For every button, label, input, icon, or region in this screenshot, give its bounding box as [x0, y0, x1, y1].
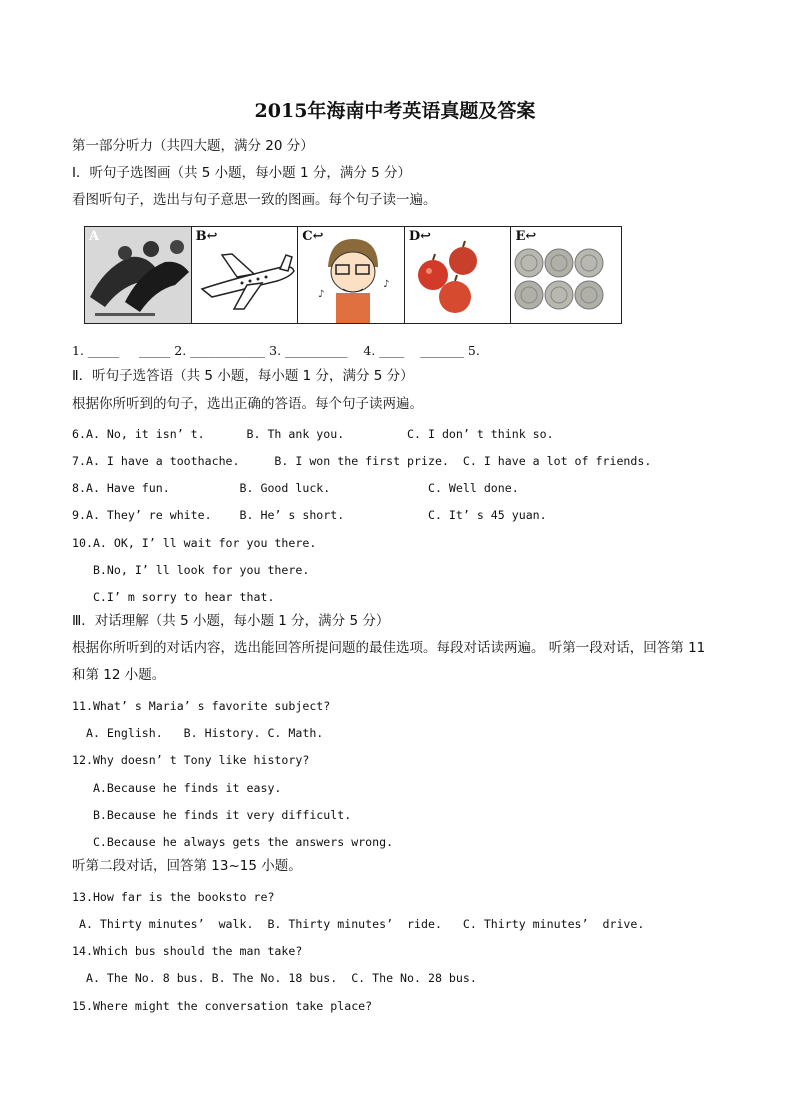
section-three-heading: Ⅲ．对话理解（共 5 小题，每小题 1 分，满分 5 分）: [72, 613, 390, 629]
picture-label: A: [89, 229, 100, 244]
picture-strip: [84, 226, 622, 324]
question-13: 13.How far is the booksto re?: [72, 890, 275, 904]
picture-e: [511, 227, 621, 323]
question-12: 12.Why doesn’ t Tony like history?: [72, 753, 310, 767]
picture-label: D↩: [408, 229, 431, 244]
picture-b: [192, 227, 299, 323]
speed-skaters-icon: [85, 227, 192, 323]
question-13-options: A. Thirty minutes’ walk. B. Thirty minutes’ ride. C. Thirty minutes’ drive.: [72, 917, 645, 931]
question-10-option-c: C.I’ m sorry to hear that.: [72, 590, 275, 604]
picture-a: [85, 227, 192, 323]
section-one-heading: I．听句子选图画（共 5 小题，每小题 1 分，满分 5 分）: [72, 165, 411, 181]
picture-label: B↩: [195, 229, 218, 244]
question-10-option-b: B.No, I’ ll look for you there.: [72, 563, 310, 577]
dialog-two-instruction: 听第二段对话，回答第 13~15 小题。: [72, 858, 302, 874]
section-two-instruction: 根据你所听到的句子，选出正确的答语。每个句子读两遍。: [72, 396, 423, 412]
section-two-heading: Ⅱ．听句子选答语（共 5 小题，每小题 1 分，满分 5 分）: [72, 368, 414, 384]
question-9: 9.A. They’ re white. B. He’ s short. C. It’ s 45 yuan.: [72, 508, 547, 522]
question-10: 10.A. OK, I’ ll wait for you there.: [72, 536, 317, 550]
question-7: 7.A. I have a toothache. B. I won the first prize. C. I have a lot of friends.: [72, 454, 652, 468]
svg-text:♪: ♪: [383, 279, 390, 290]
section-one-instruction: 看图听句子，选出与句子意思一致的图画。每个句子读一遍。: [72, 192, 437, 208]
question-15: 15.Where might the conversation take place?: [72, 999, 373, 1013]
question-14-options: A. The No. 8 bus. B. The No. 18 bus. C. The No. 28 bus.: [72, 971, 477, 985]
svg-text:♪: ♪: [318, 289, 325, 300]
question-14: 14.Which bus should the man take?: [72, 944, 303, 958]
section-three-instruction: 根据你所听到的对话内容，选出能回答所提问题的最佳选项。每段对话读两遍。 听第一段对话，回答第 11 和第 12 小题。: [72, 640, 706, 683]
question-11-options: A. English. B. History. C. Math.: [72, 726, 324, 740]
picture-label: C↩: [302, 229, 324, 244]
question-6: 6.A. No, it isn’ t. B. Th ank you. C. I don’ t think so.: [72, 427, 554, 441]
question-8: 8.A. Have fun. B. Good luck. C. Well done.: [72, 481, 519, 495]
question-11: 11.What’ s Maria’ s favorite subject?: [72, 699, 331, 713]
page-title: 2015年海南中考英语真题及答案: [254, 100, 536, 122]
picture-c: [298, 227, 405, 323]
question-12-option-a: A.Because he finds it easy.: [72, 781, 282, 795]
question-12-option-b: B.Because he finds it very difficult.: [72, 808, 352, 822]
picture-d: [405, 227, 512, 323]
picture-label: E↩: [515, 229, 537, 244]
part-one-heading: 第一部分听力（共四大题，满分 20 分）: [72, 138, 314, 154]
answer-blanks: 1. _____ _____ 2. ____________ 3. __________ 4. ____ _______ 5.: [72, 343, 480, 358]
question-12-option-c: C.Because he always gets the answers wrong.: [72, 835, 394, 849]
